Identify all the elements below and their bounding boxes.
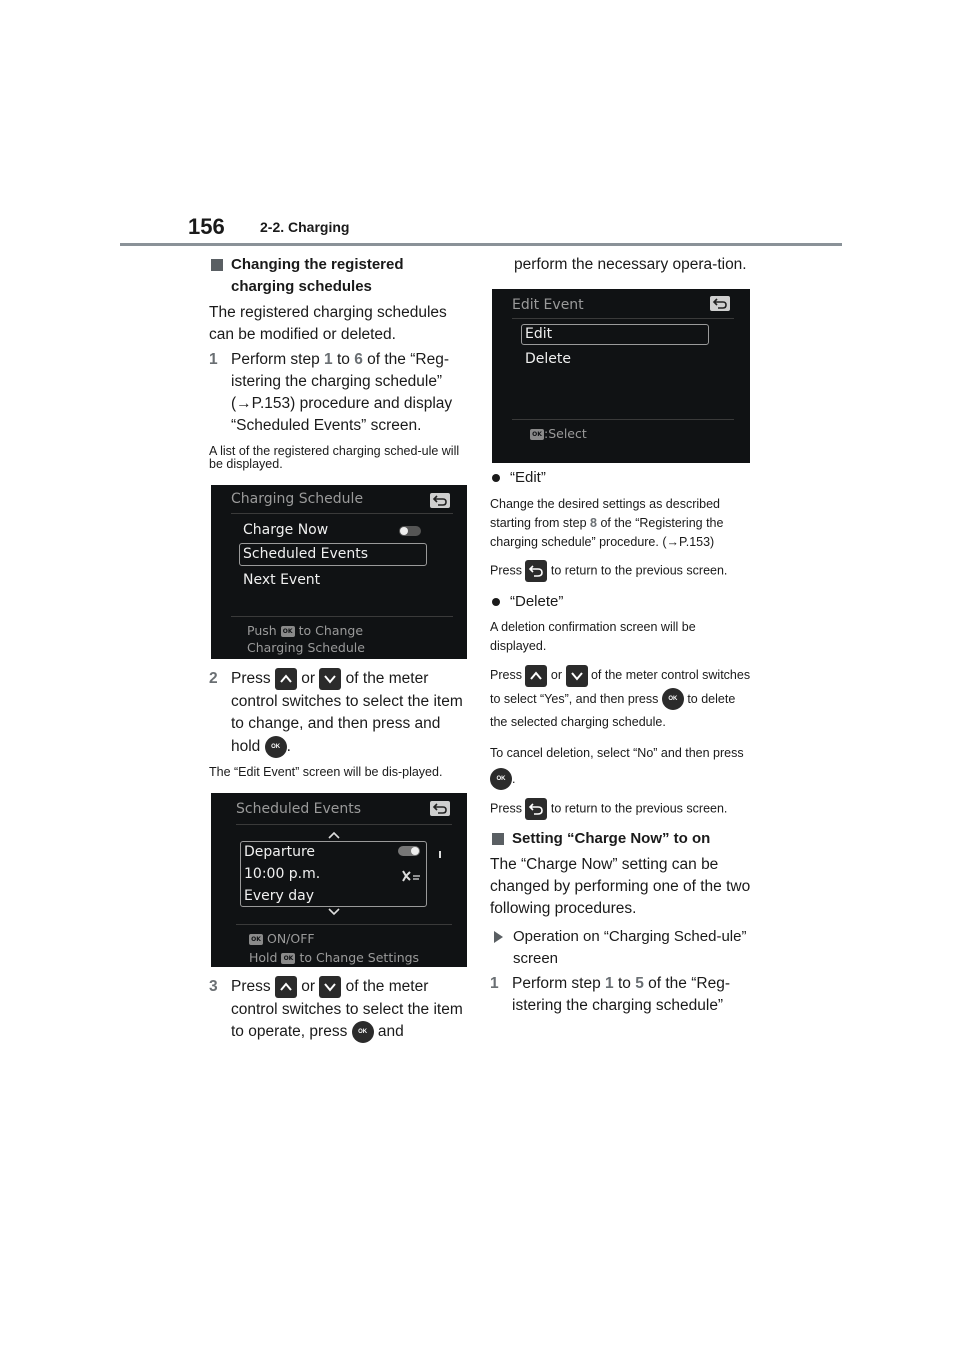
heading-changing-schedules (209, 254, 471, 298)
bullet-edit: “Edit” (490, 467, 752, 489)
heading-charge-now: Setting “Charge Now” to on (490, 828, 752, 850)
operation-item: Operation on “Charging Sched-ule” screen (490, 926, 752, 970)
cancel-instructions: To cancel deletion, select “No” and then press OK . (490, 740, 752, 792)
screen-title: Scheduled Events (236, 801, 362, 818)
menu-item-scheduled-events: Scheduled Events (243, 546, 369, 562)
step-3-continuation: perform the necessary opera-tion. (514, 256, 747, 273)
back-icon (430, 801, 450, 816)
charge-now-paragraph: The “Charge Now” setting can be changed by performing one of the two following procedures. (490, 855, 751, 917)
step-2 (209, 668, 471, 758)
screen-footer: OK ON/OFF Hold OK to Change Settings (249, 931, 420, 966)
up-arrow-icon (275, 668, 297, 690)
down-arrow-icon (319, 976, 341, 998)
bullet-dot-icon (492, 474, 500, 482)
screen-divider (236, 824, 452, 825)
section-title: 2-2. Charging (260, 219, 350, 235)
toggle-icon (398, 846, 420, 856)
menu-item-charge-now: Charge Now (243, 522, 329, 538)
up-arrow-icon (525, 665, 547, 687)
chevron-up-icon (327, 831, 341, 839)
screen-edit-event (492, 289, 750, 463)
step-2-text: Press or of the meter control switches to select the item to change, and then press and hold OK . (231, 668, 471, 758)
step-1-text: Perform step 1 to 6 of the “Reg-istering the charging schedule” (→P.153) procedure and display “Scheduled Events” screen. (231, 351, 453, 434)
step-number: 2 (209, 670, 218, 687)
menu-item-delete: Delete (525, 351, 571, 367)
back-icon (430, 493, 450, 508)
back-button-icon (525, 798, 547, 820)
screen-title: Edit Event (512, 297, 584, 313)
fan-icon (400, 868, 422, 884)
step-1-charge-now (490, 973, 752, 1017)
square-bullet-icon (211, 259, 223, 271)
screen-divider (231, 616, 453, 617)
screen-divider (512, 419, 734, 420)
intro-paragraph: The registered charging schedules can be modified or deleted. (209, 304, 447, 343)
note-edit-event: The “Edit Event” screen will be dis-played. (209, 765, 443, 780)
scrollbar-indicator (439, 851, 441, 858)
event-time: 10:00 p.m. (244, 866, 321, 883)
menu-item-next-event: Next Event (243, 572, 321, 588)
step-number: 1 (490, 974, 499, 992)
screen-footer: OK :Select (530, 426, 587, 441)
right-column (490, 254, 752, 1017)
screen-footer: Push OK to Change Charging Schedule (247, 623, 365, 655)
step-number: 3 (209, 978, 218, 996)
ok-mini-icon: OK (530, 429, 544, 440)
back-icon (710, 296, 730, 311)
screen-title: Charging Schedule (231, 491, 364, 507)
step-3 (209, 976, 471, 1044)
heading-text: Changing the registered charging schedules (231, 256, 404, 295)
event-departure: Departure (244, 844, 316, 861)
step-3-text: Press or of the meter control switches to select the item to operate, press OK and (231, 976, 471, 1044)
ok-mini-icon: OK (249, 934, 263, 945)
ok-button-icon: OK (265, 736, 287, 758)
down-arrow-icon (566, 665, 588, 687)
ok-mini-icon: OK (281, 953, 295, 964)
step-text: Perform step 1 to 5 of the “Reg-istering the charging schedule” (512, 974, 730, 1014)
delete-note: A deletion confirmation screen will be displayed. (490, 620, 696, 653)
step-1 (209, 349, 471, 437)
left-column (209, 254, 471, 1044)
note-list-displayed: A list of the registered charging sched-ule will be displayed. (209, 444, 460, 471)
menu-item-edit: Edit (525, 326, 553, 342)
screen-divider (236, 924, 452, 925)
down-arrow-icon (319, 668, 341, 690)
delete-instructions: Press or of the meter control switches to select “Yes”, and then press OK to delete the selected charging schedule. (490, 664, 752, 735)
bullet-dot-icon (492, 598, 500, 606)
press-back-note-1: Press to return to the previous screen. (490, 560, 752, 582)
ok-button-icon: OK (662, 688, 684, 710)
ok-button-icon: OK (490, 768, 512, 790)
screen-scheduled-events (211, 793, 467, 967)
chevron-down-icon (327, 908, 341, 916)
step-number: 1 (209, 351, 218, 368)
screen-divider (231, 513, 453, 514)
bullet-delete: “Delete” (490, 591, 752, 613)
ok-mini-icon: OK (281, 626, 295, 637)
ok-button-icon: OK (352, 1021, 374, 1043)
event-repeat: Every day (244, 888, 314, 905)
header-divider (120, 243, 842, 246)
triangle-bullet-icon (494, 931, 503, 943)
toggle-icon (399, 526, 421, 536)
screen-divider (512, 318, 734, 319)
back-button-icon (525, 560, 547, 582)
edit-description: Change the desired settings as described starting from step 8 of the “Registering the charging schedule” procedure. (→P.153) (490, 497, 724, 549)
square-bullet-icon (492, 833, 504, 845)
screen-charging-schedule (211, 485, 467, 659)
up-arrow-icon (275, 976, 297, 998)
press-back-note-2: Press to return to the previous screen. (490, 798, 752, 820)
page-number: 156 (188, 214, 225, 239)
